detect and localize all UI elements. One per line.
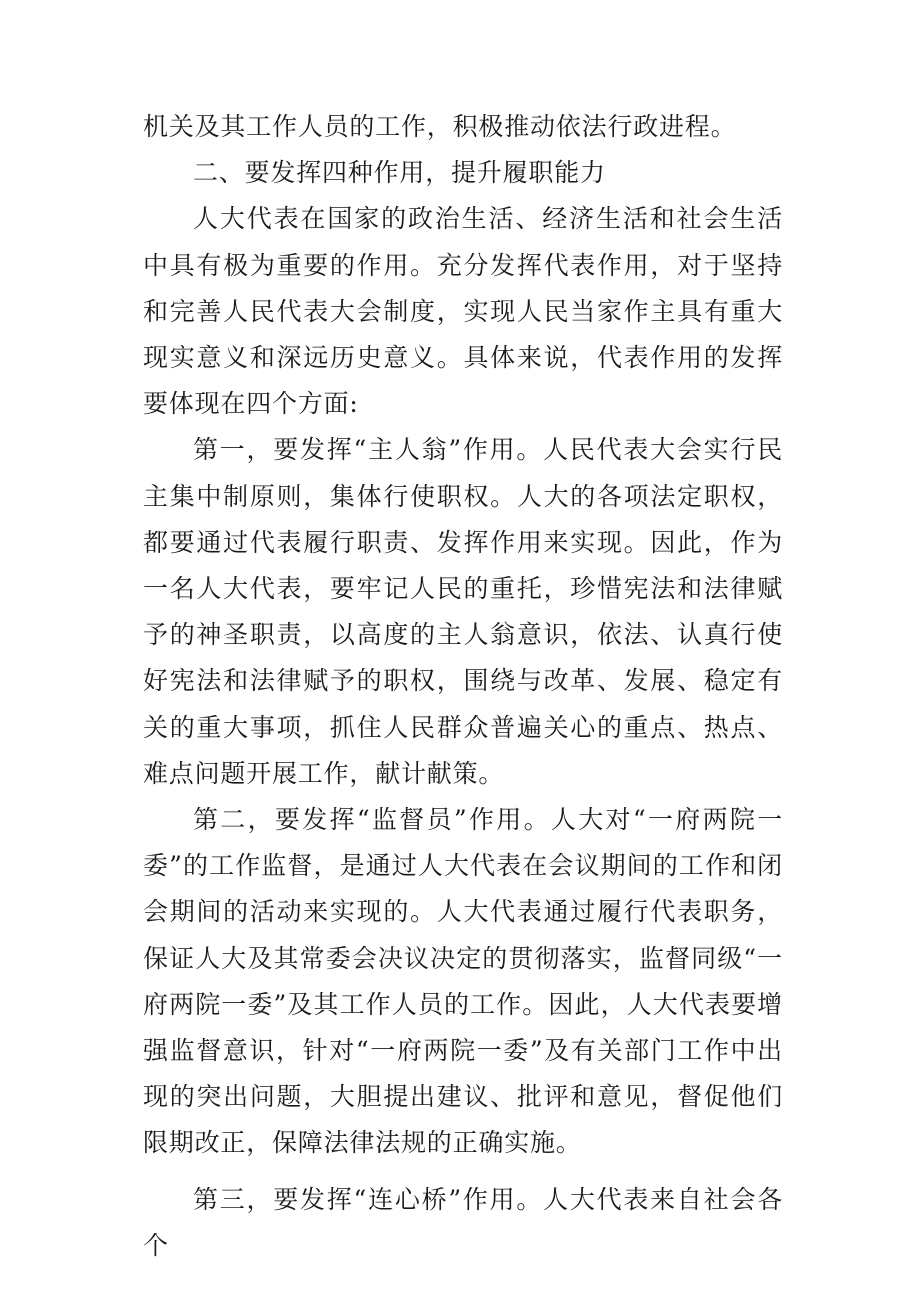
document-body — [143, 104, 783, 1269]
paragraph-third: 第三，要发挥“连心桥”作用。人大代表来自社会各个 — [143, 1184, 783, 1260]
paragraph-intro: 人大代表在国家的政治生活、经济生活和社会生活中具有极为重要的作用。充分发挥代表作用，对于坚持和完善人民代表大会制度，实现人民当家作主具有重大现实意义和深远历史意义。具体来说，代表作用的发挥要体现在四个方面: — [143, 204, 783, 419]
paragraph-continuation: 机关及其工作人员的工作，积极推动依法行政进程。 — [143, 112, 737, 141]
section-heading: 二、要发挥四种作用，提升履职能力 — [193, 158, 606, 188]
paragraph-second: 第二，要发挥“监督员”作用。人大对“一府两院一委”的工作监督，是通过人大代表在会议期间的工作和闭会期间的活动来实现的。人大代表通过履行代表职务，保证人大及其常委会决议决定的贯彻落实，监督同级“一府两院一委”及其工作人员的工作。因此，人大代表要增强监督意识，针对“一府两院一委”及有关部门工作中出现的突出问题，大胆提出建议、批评和意见，督促他们限期改正，保障法律法规的正确实施。 — [143, 805, 783, 1158]
paragraph-first: 第一，要发挥“主人翁”作用。人民代表大会实行民主集中制原则，集体行使职权。人大的各项法定职权，都要通过代表履行职责、发挥作用来实现。因此，作为一名人大代表，要牢记人民的重托，珍惜宪法和法律赋予的神圣职责，以高度的主人翁意识，依法、认真行使好宪法和法律赋予的职权，围绕与改革、发展、稳定有关的重大事项，抓住人民群众普遍关心的重点、热点、难点问题开展工作，献计献策。 — [143, 435, 783, 788]
